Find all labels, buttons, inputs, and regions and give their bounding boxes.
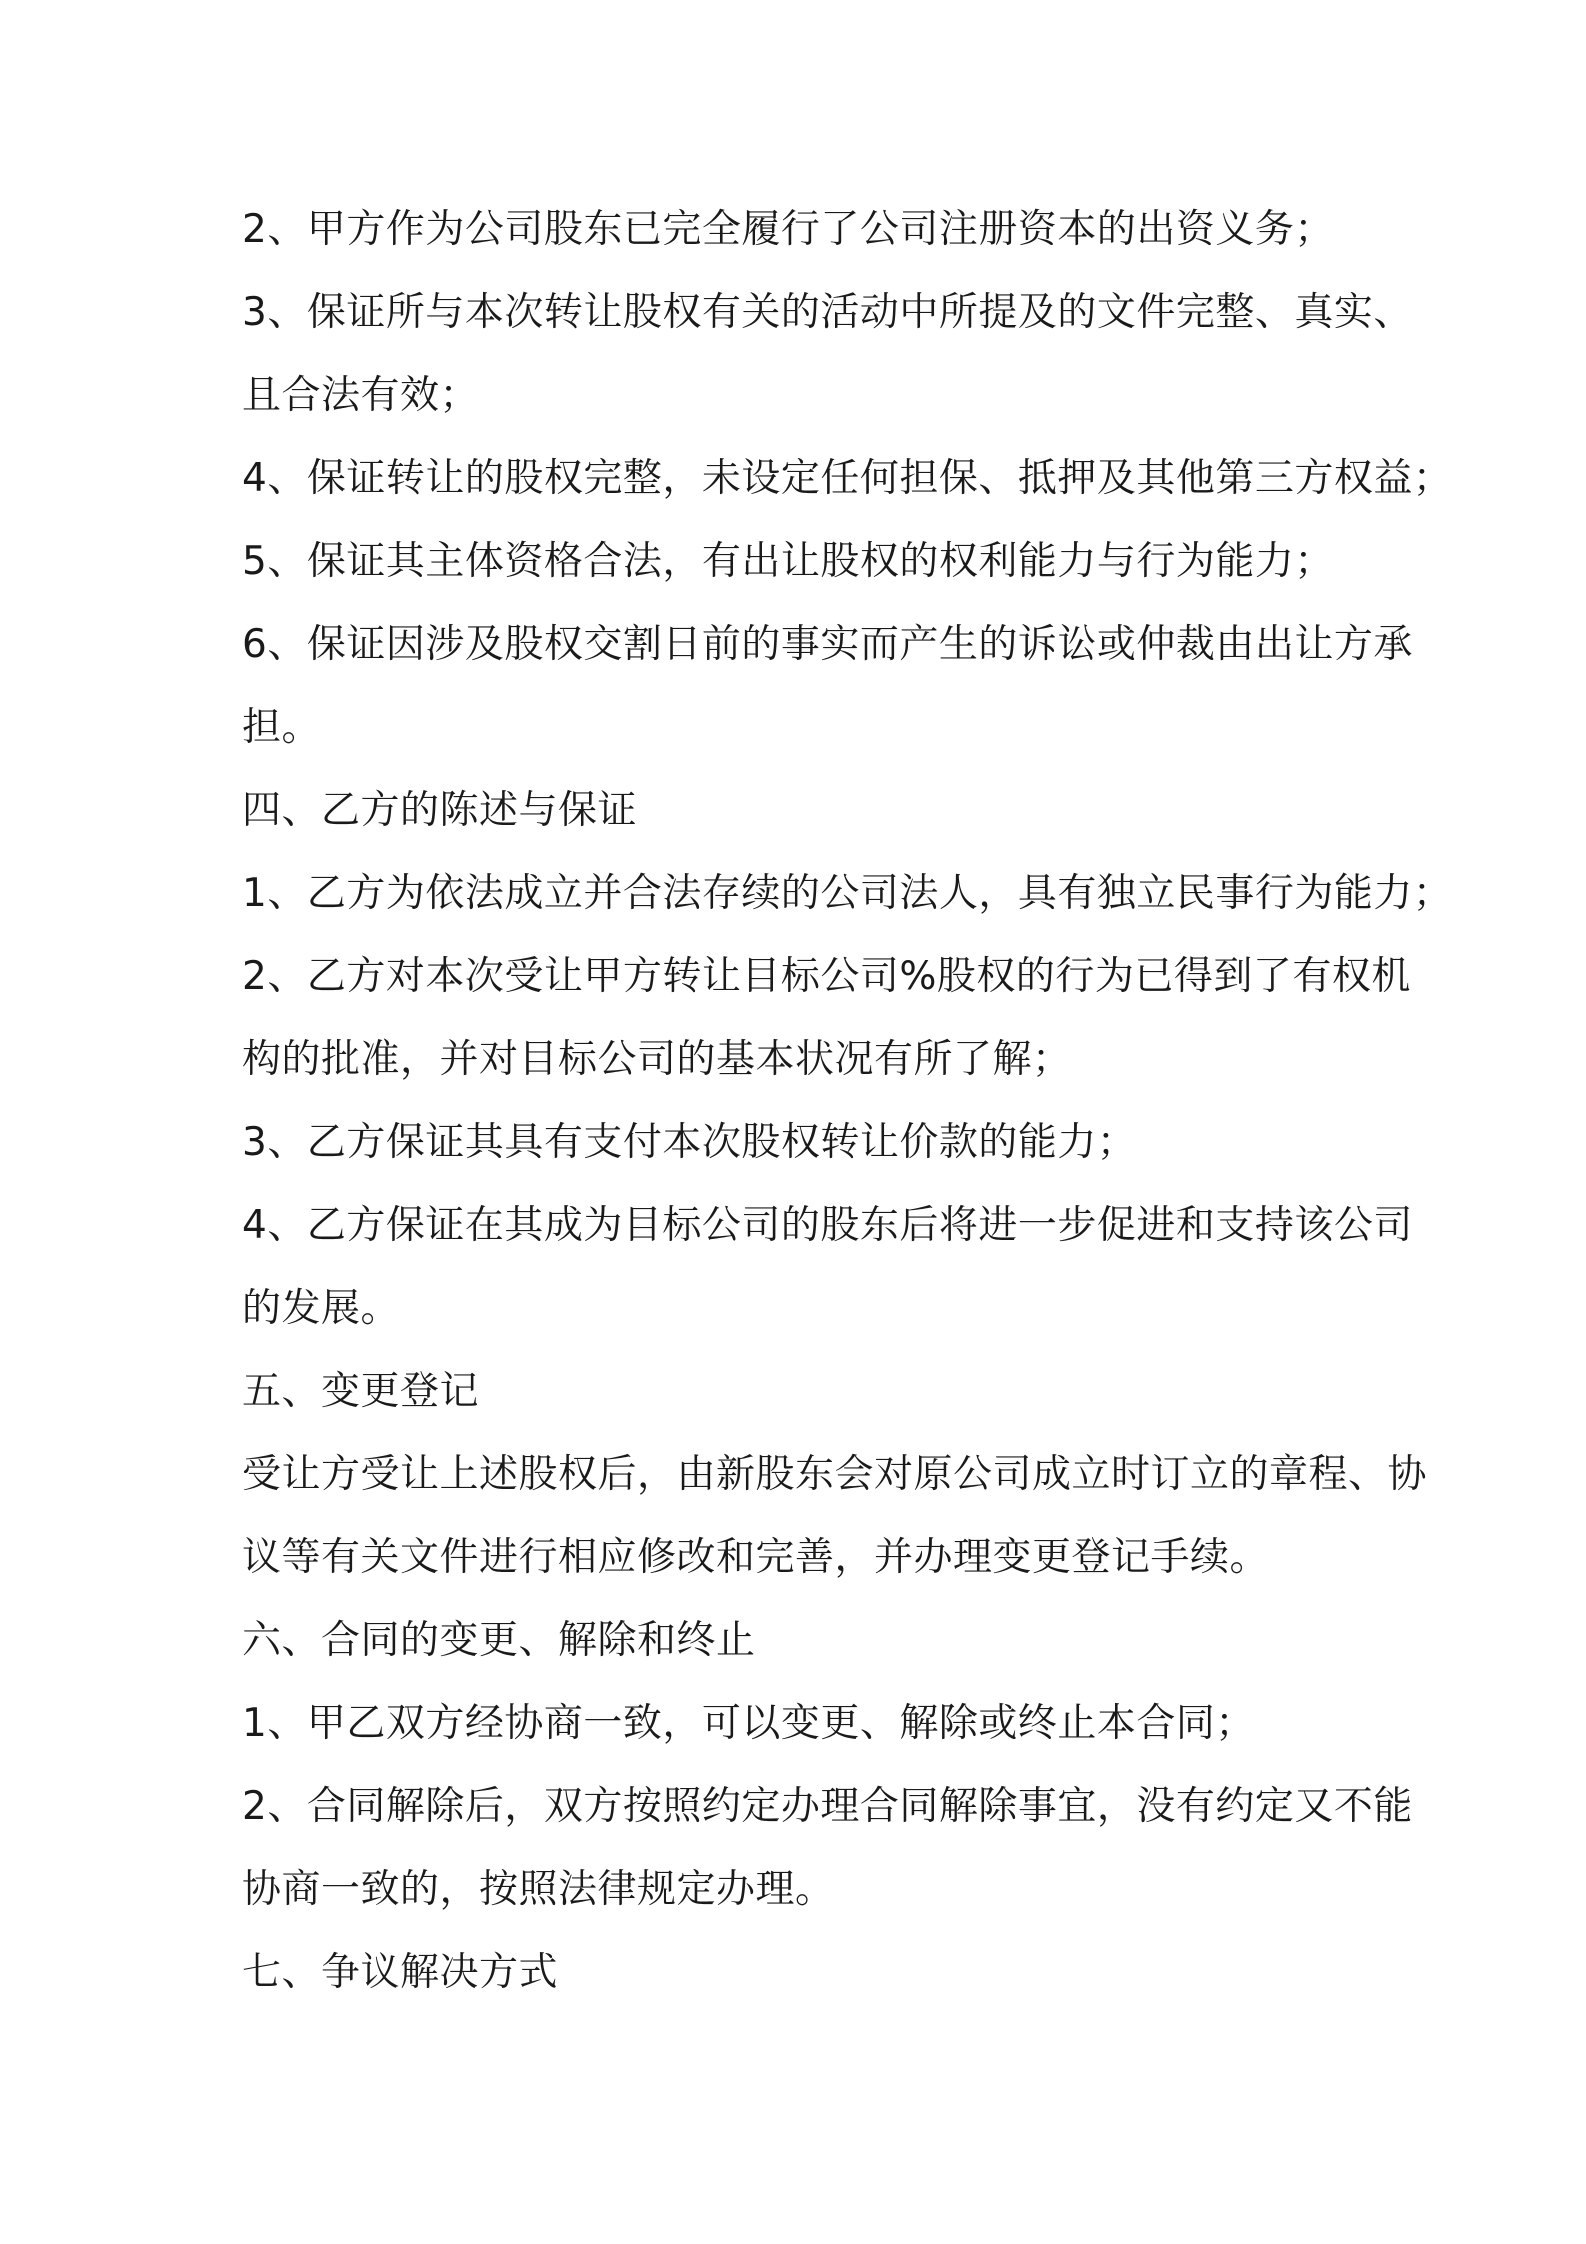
text-line: 受让方受让上述股权后，由新股东会对原公司成立时订立的章程、协	[242, 1452, 1428, 1497]
text-line: 3、保证所与本次转让股权有关的活动中所提及的文件完整、真实、	[242, 290, 1413, 335]
text-line: 2、合同解除后，双方按照约定办理合同解除事宜，没有约定又不能	[242, 1784, 1413, 1829]
text-line: 2、乙方对本次受让甲方转让目标公司%股权的行为已得到了有权机	[242, 954, 1411, 999]
text-line: 协商一致的，按照法律规定办理。	[242, 1867, 835, 1912]
section-heading: 六、合同的变更、解除和终止	[242, 1618, 756, 1663]
text-line: 的发展。	[242, 1286, 401, 1331]
text-line: 2、甲方作为公司股东已完全履行了公司注册资本的出资义务；	[242, 207, 1334, 252]
text-line: 1、乙方为依法成立并合法存续的公司法人，具有独立民事行为能力；	[242, 871, 1453, 916]
text-line: 构的批准，并对目标公司的基本状况有所了解；	[242, 1037, 1072, 1082]
section-heading: 四、乙方的陈述与保证	[242, 788, 638, 833]
section-heading: 五、变更登记	[242, 1369, 480, 1414]
text-line: 1、甲乙双方经协商一致，可以变更、解除或终止本合同；	[242, 1701, 1255, 1746]
section-heading: 七、争议解决方式	[242, 1950, 559, 1995]
text-line: 6、保证因涉及股权交割日前的事实而产生的诉讼或仲裁由出让方承	[242, 622, 1413, 667]
text-line: 3、乙方保证其具有支付本次股权转让价款的能力；	[242, 1120, 1137, 1165]
text-line: 议等有关文件进行相应修改和完善，并办理变更登记手续。	[242, 1535, 1270, 1580]
text-line: 4、乙方保证在其成为目标公司的股东后将进一步促进和支持该公司	[242, 1203, 1413, 1248]
text-line: 4、保证转让的股权完整，未设定任何担保、抵押及其他第三方权益；	[242, 456, 1453, 501]
text-line: 且合法有效；	[242, 373, 480, 418]
text-line: 担。	[242, 705, 322, 750]
text-line: 5、保证其主体资格合法，有出让股权的权利能力与行为能力；	[242, 539, 1334, 584]
